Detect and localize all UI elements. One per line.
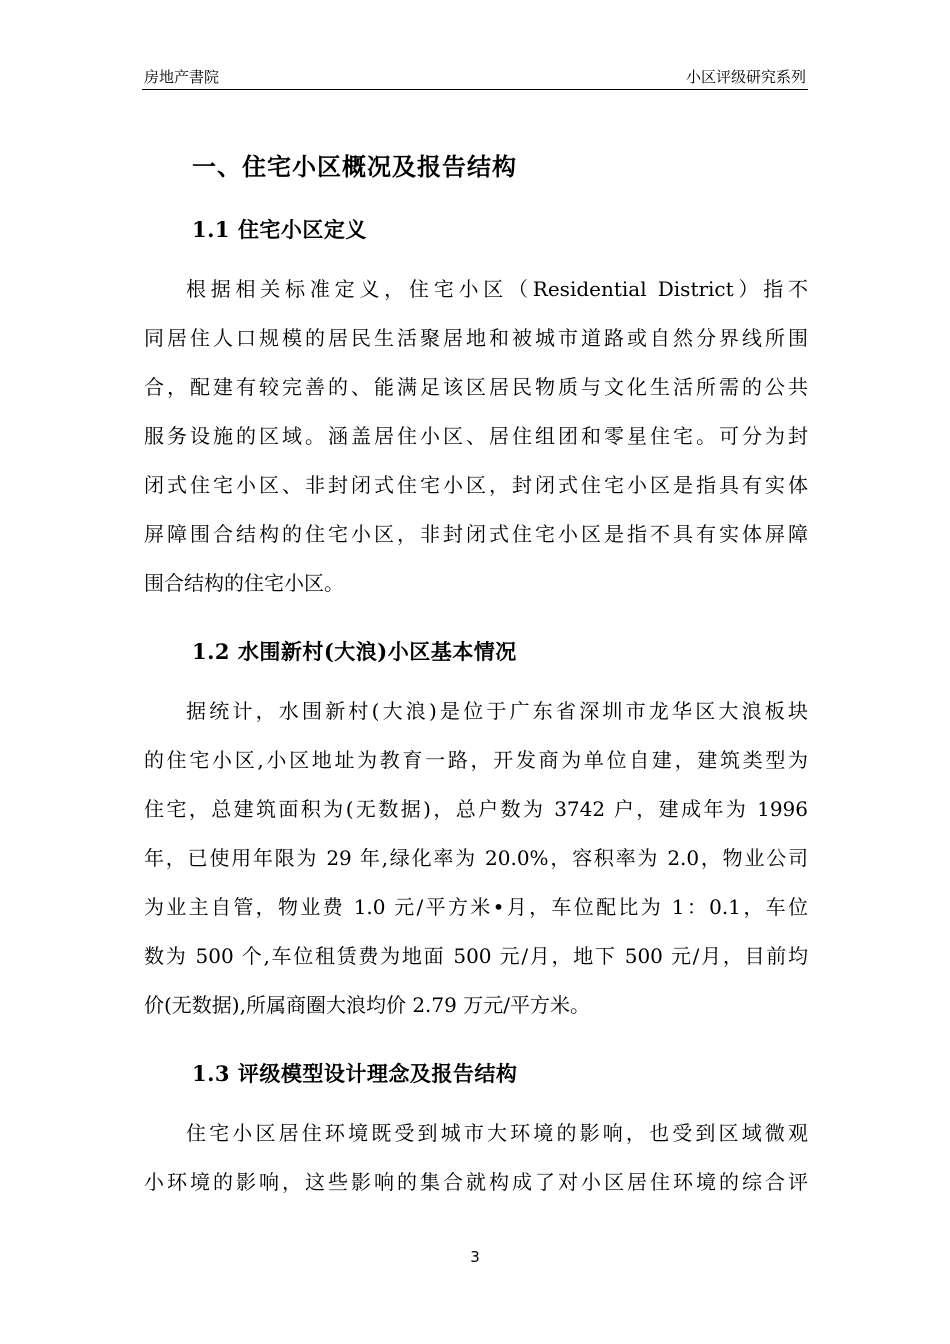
- header-series-title: 小区评级研究系列: [685, 68, 806, 86]
- paragraph-line: 的住宅小区,小区地址为教育一路，开发商为单位自建，建筑类型为: [144, 748, 808, 772]
- paragraph-line: 数为 500 个,车位租赁费为地面 500 元/月，地下 500 元/月，目前均: [144, 944, 808, 968]
- paragraph-line: 闭式住宅小区、非封闭式住宅小区，封闭式住宅小区是指具有实体: [144, 473, 808, 497]
- paragraph-line: 住宅小区居住环境既受到城市大环境的影响，也受到区域微观: [186, 1121, 808, 1145]
- paragraph-line: 同居住人口规模的居民生活聚居地和被城市道路或自然分界线所围: [144, 326, 808, 350]
- section-body-1-2: [144, 687, 808, 1030]
- section-heading-1-1: 1.1 住宅小区定义: [192, 217, 367, 242]
- header-publisher: 房地产書院: [144, 68, 220, 86]
- paragraph-line: 住宅，总建筑面积为(无数据)，总户数为 3742 户，建成年为 1996: [144, 797, 808, 821]
- paragraph-line: 服务设施的区域。涵盖居住小区、居住组团和零星住宅。可分为封: [144, 424, 808, 448]
- paragraph-line: 围合结构的住宅小区。: [144, 571, 344, 595]
- paragraph-line: 为业主自管，物业费 1.0 元/平方米•月，车位配比为 1：0.1，车位: [144, 895, 808, 919]
- paragraph-line: 价(无数据),所属商圈大浪均价 2.79 万元/平方米。: [144, 993, 590, 1017]
- paragraph-line: 根据相关标准定义，住宅小区（Residential District）指不: [186, 277, 808, 301]
- paragraph-line: 小环境的影响，这些影响的集合就构成了对小区居住环境的综合评: [144, 1170, 808, 1194]
- section-body-1-1: [144, 265, 808, 608]
- paragraph-line: 合，配建有较完善的、能满足该区居民物质与文化生活所需的公共: [144, 375, 808, 399]
- paragraph-line: 年，已使用年限为 29 年,绿化率为 20.0%，容积率为 2.0，物业公司: [144, 846, 808, 870]
- section-heading-1-3: 1.3 评级模型设计理念及报告结构: [192, 1061, 518, 1086]
- paragraph-line: 据统计，水围新村(大浪)是位于广东省深圳市龙华区大浪板块: [186, 699, 808, 723]
- paragraph-line: 屏障围合结构的住宅小区，非封闭式住宅小区是指不具有实体屏障: [144, 522, 808, 546]
- chapter-heading: 一、住宅小区概况及报告结构: [192, 152, 517, 181]
- page-number: 3: [470, 1248, 480, 1266]
- header-divider: [142, 89, 808, 90]
- section-heading-1-2: 1.2 水围新村(大浪)小区基本情况: [192, 639, 517, 664]
- section-body-1-3: [144, 1109, 808, 1207]
